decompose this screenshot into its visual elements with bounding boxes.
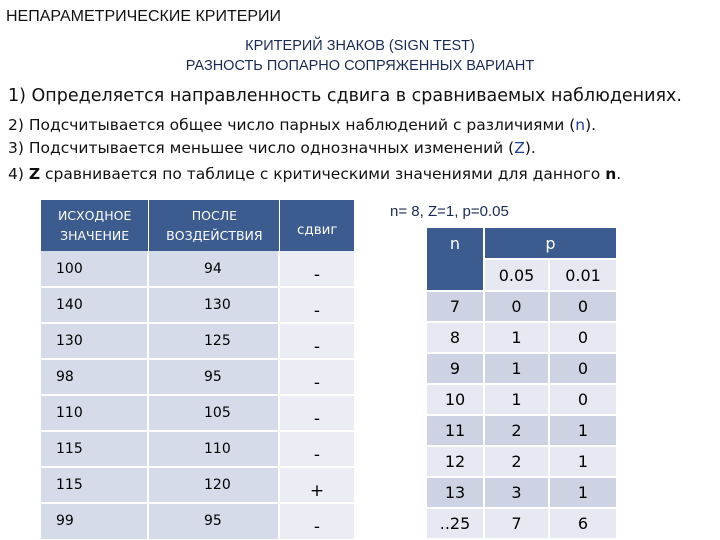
shift-sign-cell: - [280, 287, 354, 323]
observations-table [41, 200, 354, 540]
test-parameters: n= 8, Z=1, p=0.05 [390, 203, 509, 220]
p005-cell: 3 [485, 478, 548, 507]
p001-cell: 0 [550, 292, 616, 321]
table-row [41, 359, 354, 395]
p005-cell: 2 [485, 416, 548, 445]
step-4-variable: n [605, 165, 617, 183]
page-heading: НЕПАРАМЕТРИЧЕСКИЕ КРИТЕРИИ [6, 8, 282, 25]
p001-cell: 0 [550, 323, 616, 352]
p005-cell: 0 [485, 292, 548, 321]
shift-sign-cell: - [280, 503, 354, 539]
step-2-suffix: ). [585, 116, 597, 134]
step-4-text: сравнивается по таблице с критическими значениями для данного [40, 165, 606, 183]
table-row [41, 467, 354, 503]
step-3-text: 3) Подсчитывается меньшее число однозначных изменений ( [8, 139, 515, 157]
table-row [41, 287, 354, 323]
initial-value-cell: 115 [41, 431, 149, 467]
p001-cell: 6 [550, 509, 616, 538]
step-3 [8, 139, 536, 157]
after-value-cell: 105 [149, 395, 280, 431]
shift-sign-cell: - [280, 323, 354, 359]
n-cell: 9 [427, 354, 483, 383]
step-3-suffix: ). [524, 139, 536, 157]
n-cell: 13 [427, 478, 483, 507]
after-value-cell: 110 [149, 431, 280, 467]
slide-subtitle-sign-test: КРИТЕРИЙ ЗНАКОВ (SIGN TEST) [245, 38, 475, 54]
p001-cell: 1 [550, 478, 616, 507]
initial-value-cell: 140 [41, 287, 149, 323]
n-cell: 7 [427, 292, 483, 321]
header-initial-value: ИСХОДНОЕ ЗНАЧЕНИЕ [41, 200, 149, 251]
step-2-variable: n [575, 116, 586, 134]
p005-cell: 7 [485, 509, 548, 538]
step-3-variable: Z [514, 139, 525, 157]
after-value-cell: 95 [149, 503, 280, 539]
table-row [41, 251, 354, 287]
n-cell: 12 [427, 447, 483, 476]
initial-value-cell: 130 [41, 323, 149, 359]
p005-cell: 1 [485, 354, 548, 383]
initial-value-cell: 115 [41, 467, 149, 503]
p-level-005: 0.05 [485, 260, 548, 290]
n-cell: 11 [427, 416, 483, 445]
table-row [41, 323, 354, 359]
shift-sign-cell: + [280, 467, 354, 503]
observations-table-header [41, 200, 354, 251]
p001-cell: 1 [550, 447, 616, 476]
initial-value-cell: 110 [41, 395, 149, 431]
n-cell: ..25 [427, 509, 483, 538]
p005-cell: 1 [485, 385, 548, 414]
shift-sign-cell: - [280, 251, 354, 287]
n-cell: 8 [427, 323, 483, 352]
after-value-cell: 130 [149, 287, 280, 323]
shift-sign-cell: - [280, 359, 354, 395]
p001-cell: 1 [550, 416, 616, 445]
p005-cell: 2 [485, 447, 548, 476]
after-value-cell: 120 [149, 467, 280, 503]
p005-cell: 1 [485, 323, 548, 352]
after-value-cell: 95 [149, 359, 280, 395]
initial-value-cell: 100 [41, 251, 149, 287]
header-n: n [427, 228, 483, 290]
p001-cell: 0 [550, 354, 616, 383]
shift-sign-cell: - [280, 395, 354, 431]
step-4-z: Z [28, 165, 41, 183]
initial-value-cell: 99 [41, 503, 149, 539]
header-p: p [485, 228, 616, 258]
table-row [41, 395, 354, 431]
critical-values-table [427, 228, 614, 538]
n-cell: 10 [427, 385, 483, 414]
header-shift: сдвиг [296, 221, 338, 238]
after-value-cell: 125 [149, 323, 280, 359]
table-row [41, 431, 354, 467]
initial-value-cell: 98 [41, 359, 149, 395]
table-row [41, 503, 354, 539]
shift-sign-cell: - [280, 431, 354, 467]
step-4-prefix: 4) [8, 165, 29, 183]
step-4-suffix: . [616, 165, 622, 183]
step-4 [8, 165, 621, 183]
step-2-text: 2) Подсчитывается общее число парных наблюдений с различиями ( [8, 116, 576, 134]
slide-subtitle-paired-difference: РАЗНОСТЬ ПОПАРНО СОПРЯЖЕННЫХ ВАРИАНТ [185, 58, 535, 74]
p-level-001: 0.01 [550, 260, 616, 290]
after-value-cell: 94 [149, 251, 280, 287]
p001-cell: 0 [550, 385, 616, 414]
step-2 [8, 116, 596, 134]
header-after-treatment: ПОСЛЕ ВОЗДЕЙСТВИЯ [149, 200, 280, 251]
step-1: 1) Определяется направленность сдвига в сравниваемых наблюдениях. [8, 86, 682, 106]
